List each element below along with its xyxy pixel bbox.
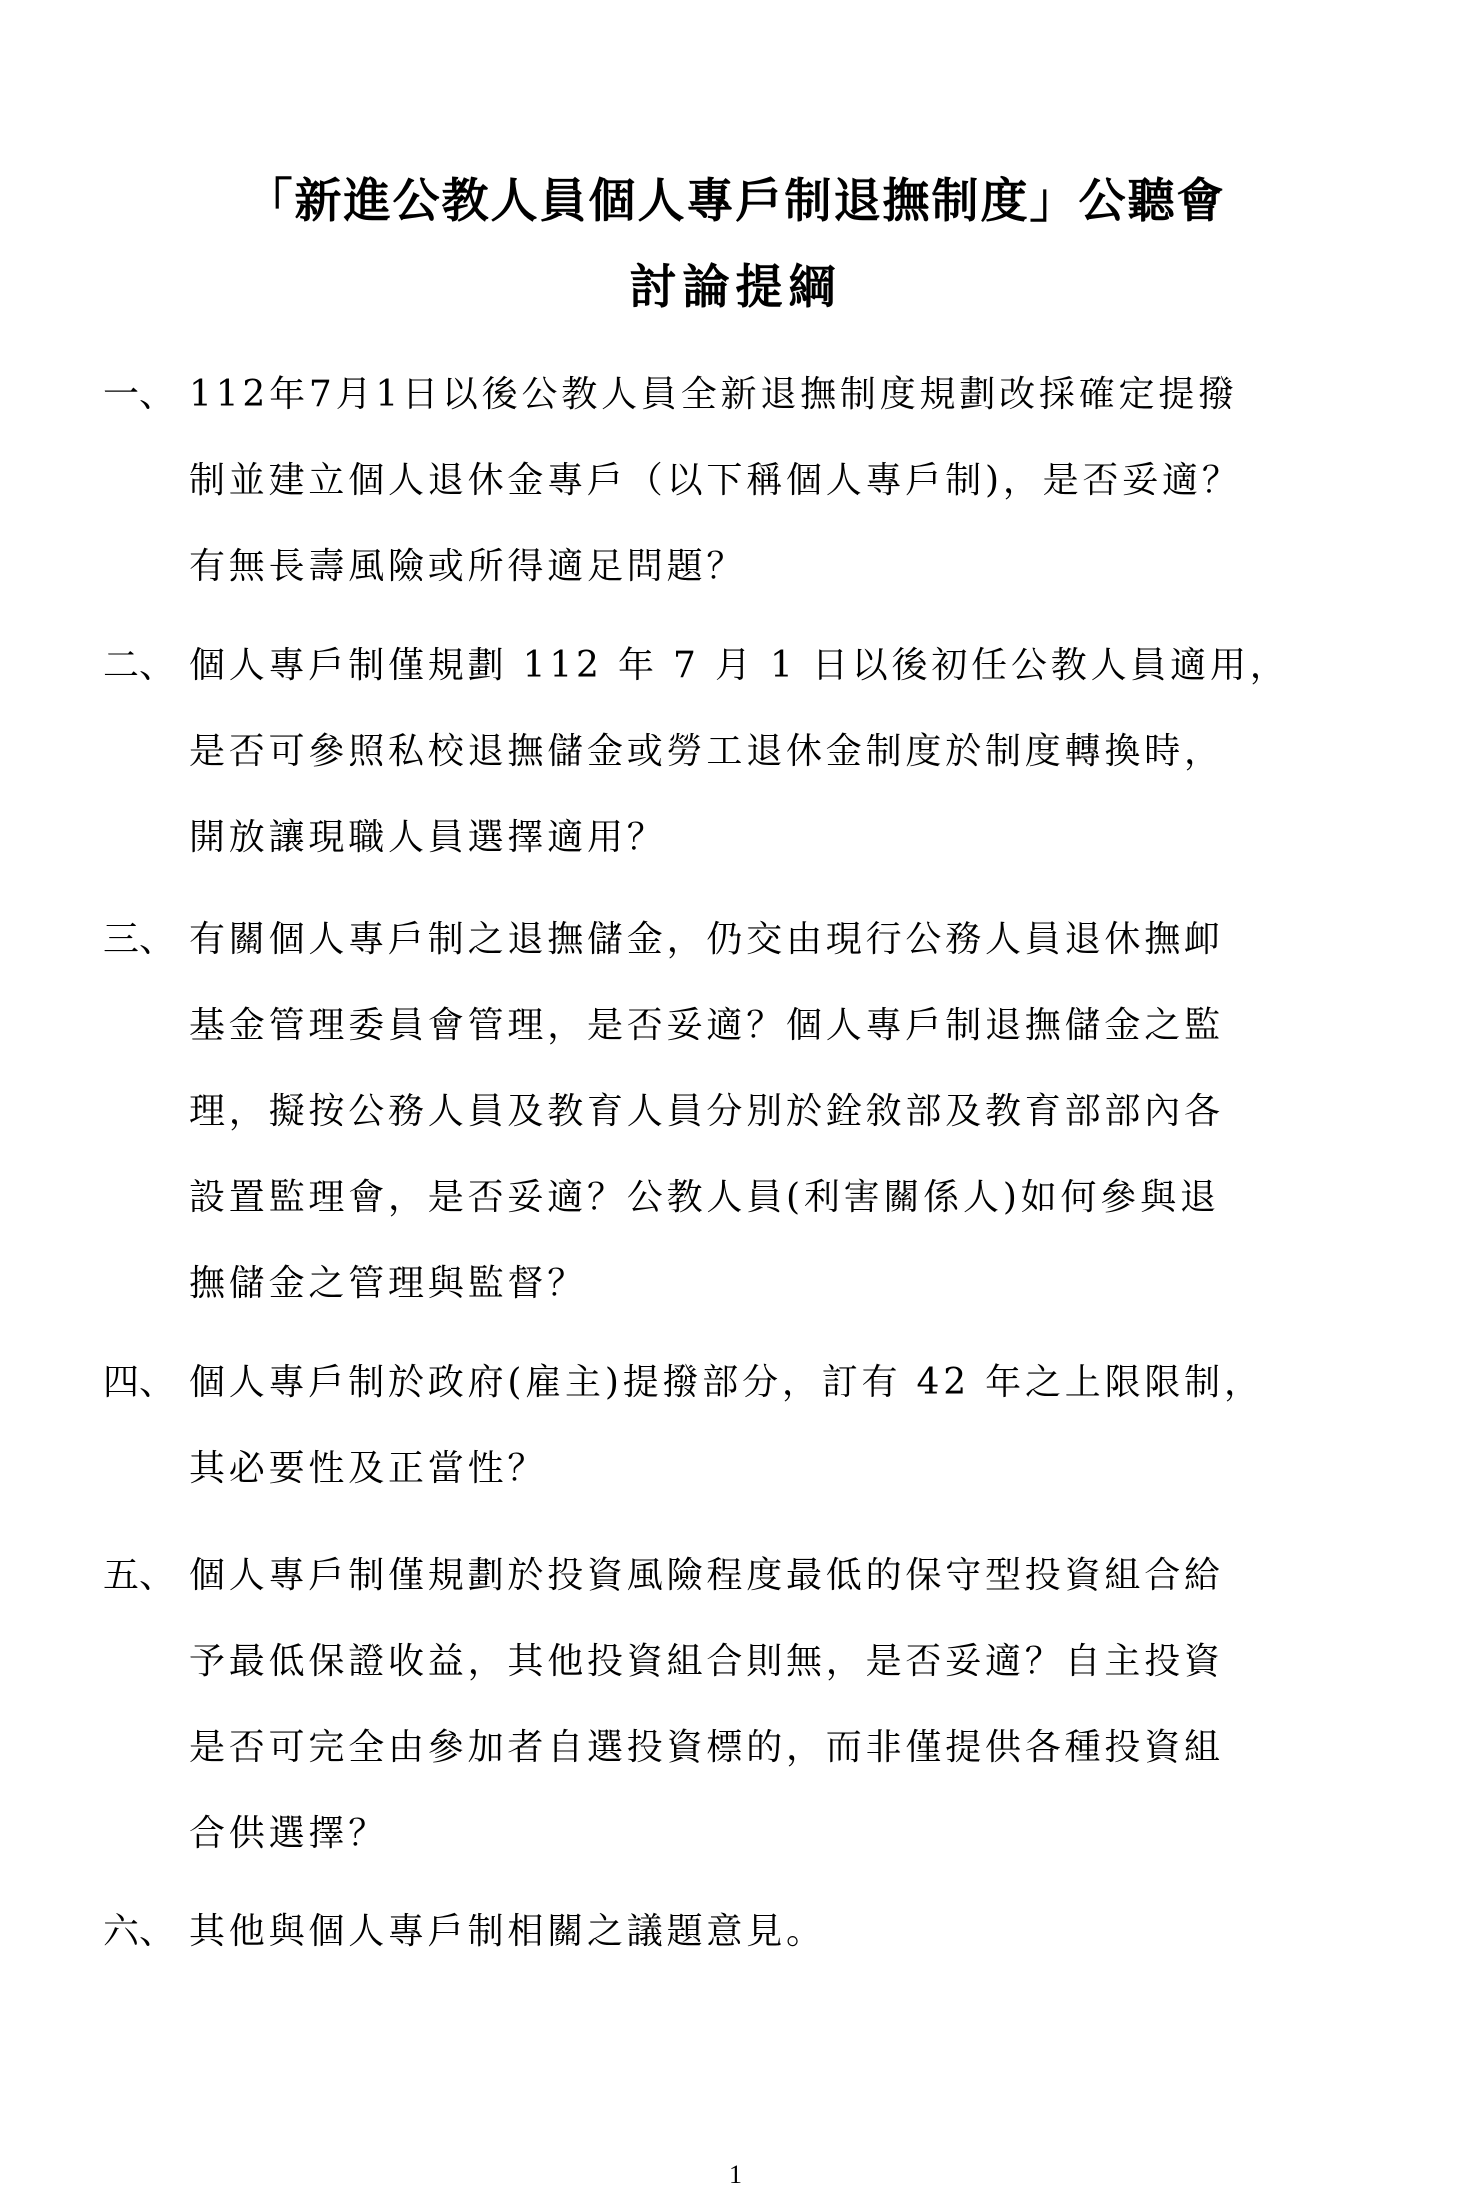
item-text-line: 制並建立個人退休金專戶（以下稱個人專戶制)，是否妥適？ [189, 460, 1242, 501]
item-text-line: 予最低保證收益，其他投資組合則無，是否妥適？自主投資 [189, 1641, 1224, 1682]
item-text-line: 開放讓現職人員選擇適用？ [189, 817, 667, 858]
item-number: 六、 [103, 1911, 176, 1952]
item-text-line: 有無長壽風險或所得適足問題？ [189, 546, 747, 587]
page-number: 1 [729, 2160, 742, 2189]
item-text-line: 個人專戶制僅規劃 112 年 7 月 1 日以後初任公教人員適用， [189, 645, 1290, 686]
item-text-line: 個人專戶制於政府(雇主)提撥部分，訂有 42 年之上限限制， [189, 1362, 1264, 1403]
item-text-line: 其他與個人專戶制相關之議題意見。 [189, 1911, 826, 1952]
item-number: 一、 [103, 374, 176, 415]
item-text-line: 有關個人專戶制之退撫儲金，仍交由現行公務人員退休撫卹 [189, 919, 1224, 960]
item-text-line: 理，擬按公務人員及教育人員分別於銓敘部及教育部部內各 [189, 1091, 1224, 1132]
item-text-line: 112年7月1日以後公教人員全新退撫制度規劃改採確定提撥 [189, 374, 1238, 415]
item-number: 三、 [103, 919, 176, 960]
item-text-line: 撫儲金之管理與監督？ [189, 1263, 588, 1304]
item-text-line: 是否可參照私校退撫儲金或勞工退休金制度於制度轉換時， [189, 731, 1224, 772]
item-text-line: 合供選擇？ [189, 1813, 389, 1854]
item-number: 四、 [103, 1362, 176, 1403]
item-text-line: 設置監理會，是否妥適？公教人員(利害關係人)如何參與退 [189, 1177, 1220, 1218]
document-title: 「新進公教人員個人專戶制退撫制度」公聽會 [245, 174, 1226, 229]
document-subtitle: 討論提綱 [629, 260, 842, 315]
item-text-line: 個人專戶制僅規劃於投資風險程度最低的保守型投資組合給 [189, 1555, 1224, 1596]
item-text-line: 其必要性及正當性？ [189, 1448, 548, 1489]
item-text-line: 是否可完全由參加者自選投資標的，而非僅提供各種投資組 [189, 1727, 1224, 1768]
item-number: 二、 [103, 645, 176, 686]
item-text-line: 基金管理委員會管理，是否妥適？個人專戶制退撫儲金之監 [189, 1005, 1224, 1046]
item-number: 五、 [103, 1555, 176, 1596]
